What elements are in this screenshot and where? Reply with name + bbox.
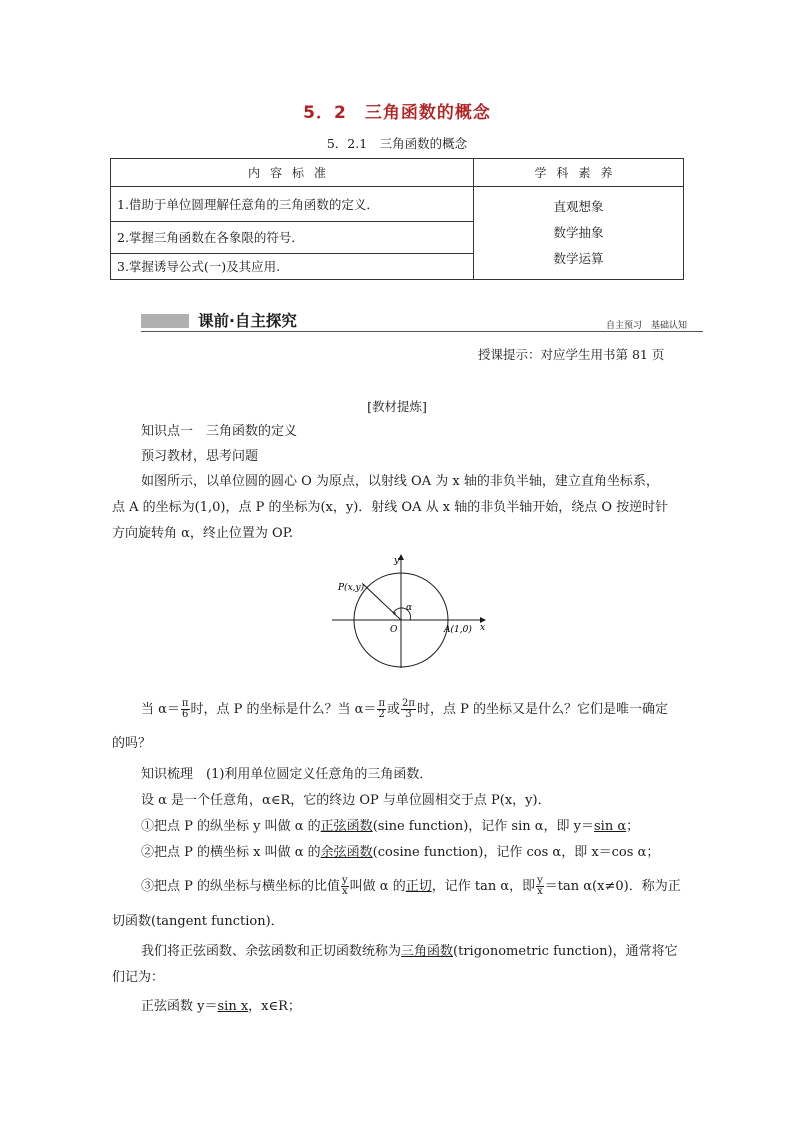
section-note: 自主预习 基础认知	[606, 321, 688, 331]
text-span: 正弦函数 y＝	[141, 999, 218, 1014]
text-span: (sine function)，记作 sin α，即 y＝	[372, 819, 594, 834]
standard-row-2: 2.掌握三角函数在各象限的符号．	[111, 221, 474, 253]
sine-notation	[141, 995, 301, 1019]
text-span: 时，点 P 的坐标又是什么？它们是唯一确定	[416, 702, 668, 717]
fraction-num: π	[181, 698, 189, 709]
text-span: ②把点 P 的横坐标 x 叫做 α 的	[141, 845, 321, 860]
section-title: 课前·自主探究	[198, 312, 297, 330]
ray-op	[363, 584, 401, 620]
fraction	[341, 876, 349, 897]
label-p: P(x,y)	[338, 583, 365, 593]
fraction-num: π	[378, 698, 386, 709]
fraction-den: x	[342, 886, 348, 897]
standards-table	[110, 158, 684, 280]
label-a: A(1,0)	[444, 625, 472, 635]
label-y: y	[394, 556, 400, 566]
text-span: ①把点 P 的纵坐标 y 叫做 α 的	[141, 819, 321, 834]
teaching-hint: 授课提示：对应学生用书第 81 页	[478, 347, 665, 362]
fraction-den: 2	[378, 709, 385, 720]
literacy-cell	[474, 187, 684, 280]
label-x: x	[480, 623, 486, 633]
paragraph-line: 如图所示，以单位圆的圆心 O 为原点，以射线 OA 为 x 轴的非负半轴，建立直角坐标系，	[141, 474, 659, 489]
question-line-end: 的吗？	[112, 736, 152, 751]
keyword-underlined: 三角函数	[401, 944, 454, 959]
page-title: 5．2 三角函数的概念	[303, 103, 491, 123]
fraction	[377, 699, 386, 720]
text-span: 时，点 P 的坐标是什么？当 α＝	[190, 702, 377, 717]
text-span: (trigonometric function)，通常将它	[453, 944, 678, 959]
keyword-underlined: 正弦函数	[320, 819, 373, 834]
literacy-item: 数学抽象	[553, 225, 604, 241]
literacy-header: 学科素养	[474, 159, 684, 187]
keyword-underlined: 余弦函数	[320, 845, 373, 860]
paragraph-line: 方向旋转角 α，终止位置为 OP.	[112, 526, 293, 541]
def-tangent-end: 切函数(tangent function)．	[112, 914, 284, 929]
text-span: ；	[626, 819, 640, 834]
material-label: [教材提炼]	[367, 399, 427, 414]
literacy-item: 数学运算	[553, 251, 604, 267]
content-standard-header: 内容标准	[111, 159, 474, 187]
fraction	[401, 699, 416, 720]
text-span: ，记作 tan α，即	[431, 879, 536, 894]
section-bar	[141, 314, 189, 328]
label-o: O	[390, 625, 398, 635]
fraction-den: 3	[405, 709, 412, 720]
text-span: ＝tan α(x≠0)．称为正	[544, 879, 681, 894]
def-tangent	[141, 875, 681, 899]
def-cosine	[141, 841, 659, 865]
text-span: ，x∈R；	[248, 999, 301, 1014]
unit-circle-figure	[330, 550, 500, 670]
text-span: 我们将正弦函数、余弦函数和正切函数统称为	[141, 944, 402, 959]
fraction-den: 6	[182, 709, 189, 720]
label-alpha: α	[406, 603, 413, 613]
fraction-num: y	[342, 875, 348, 886]
preview-line: 预习教材，思考问题	[141, 449, 259, 464]
literacy-item: 直观想象	[553, 199, 604, 215]
knowledge-point-title: 知识点一 三角函数的定义	[141, 424, 298, 439]
fraction	[181, 699, 190, 720]
fraction	[536, 876, 544, 897]
standard-row-3: 3.掌握诱导公式(一)及其应用.	[111, 253, 474, 279]
summary-line-end: 们记为：	[112, 970, 165, 985]
keyword-underlined: 正切	[405, 879, 432, 894]
standard-row-1: 1.借助于单位圆理解任意角的三角函数的定义．	[111, 187, 474, 221]
question-line	[141, 698, 668, 722]
text-span: ③把点 P 的纵坐标与横坐标的比值	[141, 879, 341, 894]
fraction-den: x	[537, 886, 543, 897]
def-sine	[141, 815, 639, 839]
paragraph-line: 点 A 的坐标为(1,0)，点 P 的坐标为(x，y)．射线 OA 从 x 轴的非负半轴开始，绕点 O 按逆时针	[112, 500, 669, 515]
fraction-num: y	[537, 875, 543, 886]
keyword-underlined: sin x	[217, 999, 249, 1014]
fraction-num: 2π	[402, 698, 415, 709]
text-span: 叫做 α 的	[349, 879, 406, 894]
section-divider	[141, 331, 703, 332]
summary-line	[141, 940, 678, 964]
text-span: 当 α＝	[141, 702, 180, 717]
text-span: (cosine function)，记作 cos α，即 x＝cos α；	[372, 845, 660, 860]
text-span: 或	[387, 702, 401, 717]
sort-title: 知识梳理 (1)利用单位圆定义任意角的三角函数．	[141, 767, 433, 782]
keyword-underlined: sin α	[594, 819, 627, 834]
set-line: 设 α 是一个任意角，α∈R，它的终边 OP 与单位圆相交于点 P(x，y)．	[141, 793, 551, 808]
page-subtitle: 5．2.1 三角函数的概念	[326, 136, 468, 151]
